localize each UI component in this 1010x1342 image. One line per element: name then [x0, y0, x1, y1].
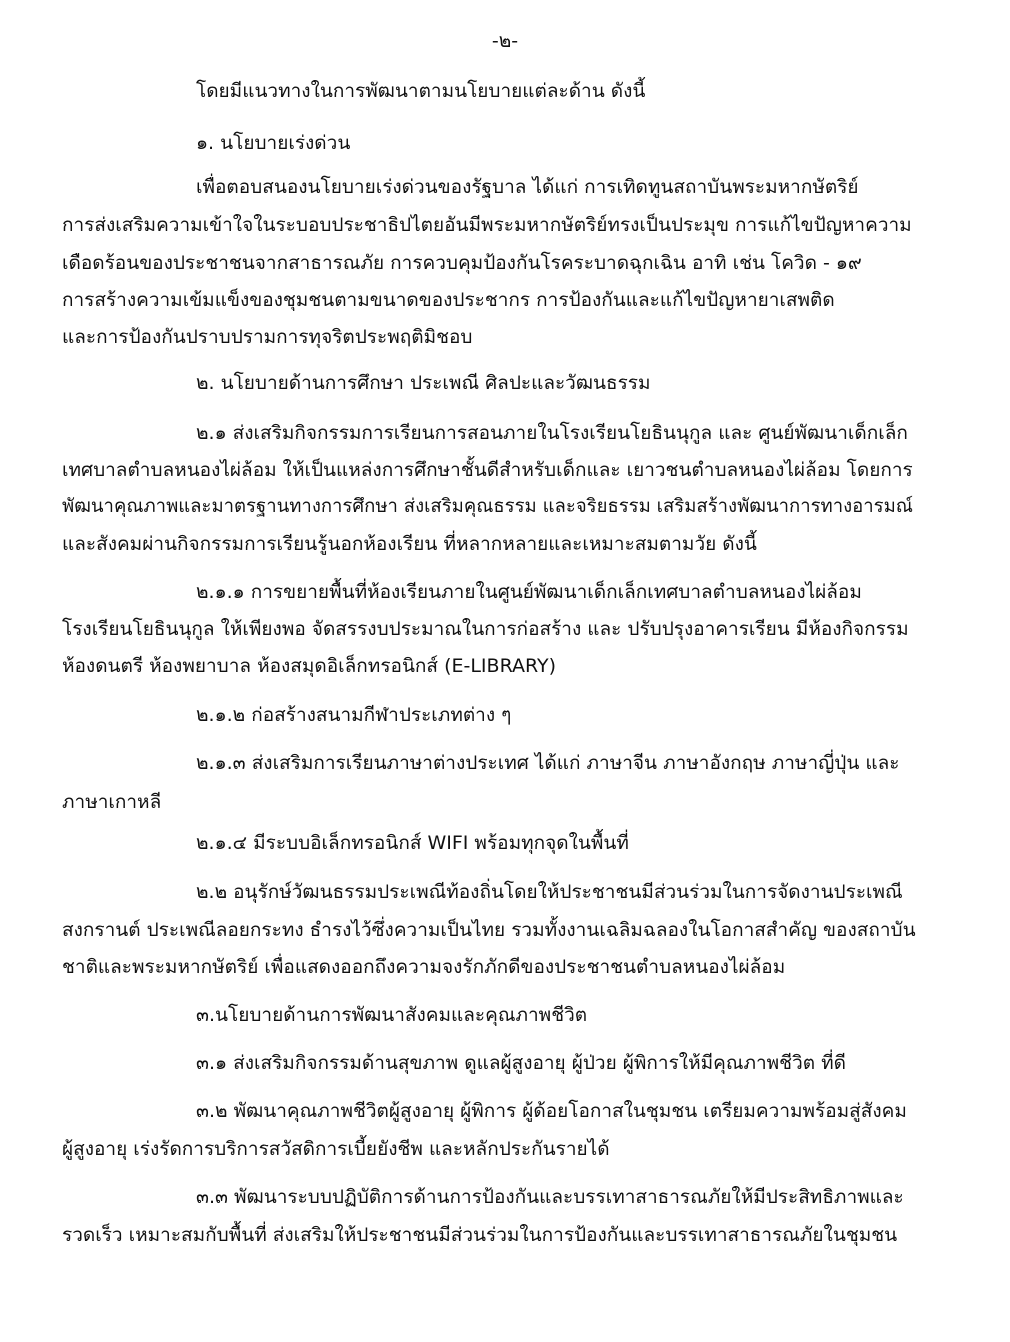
paragraph-line: และสังคมผ่านกิจกรรมการเรียนรู้นอกห้องเรียน ที่หลากหลายและเหมาะสมตามวัย ดังนี้ [62, 533, 757, 555]
paragraph-line: ผู้สูงอายุ เร่งรัดการบริการสวัสดิการเบี้ยยังชีพ และหลักประกันรายได้ [62, 1138, 610, 1160]
paragraph-line: ๒.๑.๒ ก่อสร้างสนามกีฬาประเภทต่าง ๆ [196, 704, 512, 726]
paragraph-line: พัฒนาคุณภาพและมาตรฐานทางการศึกษา ส่งเสริมคุณธรรม และจริยธรรม เสริมสร้างพัฒนาการทางอารมณ์ [62, 496, 913, 517]
paragraph-line: ภาษาเกาหลี [62, 791, 162, 813]
paragraph-line: ห้องดนตรี ห้องพยาบาล ห้องสมุดอิเล็กทรอนิกส์ (E-LIBRARY) [62, 655, 556, 677]
paragraph-line: เทศบาลตำบลหนองไผ่ล้อม ให้เป็นแหล่งการศึกษาชั้นดีสำหรับเด็กและ เยาวชนตำบลหนองไผ่ล้อม โดยการ [62, 459, 913, 481]
paragraph-line: และการป้องกันปราบปรามการทุจริตประพฤติมิชอบ [62, 326, 473, 348]
paragraph-line: ชาติและพระมหากษัตริย์ เพื่อแสดงออกถึงความจงรักภักดีของประชาชนตำบลหนองไผ่ล้อม [62, 956, 786, 978]
paragraph-line: ๓.๒ พัฒนาคุณภาพชีวิตผู้สูงอายุ ผู้พิการ ผู้ด้อยโอกาสในชุมชน เตรียมความพร้อมสู่สังคม [196, 1100, 907, 1122]
section-heading-1: ๑. นโยบายเร่งด่วน [196, 132, 351, 154]
paragraph-line: เพื่อตอบสนองนโยบายเร่งด่วนของรัฐบาล ได้แก่ การเทิดทูนสถาบันพระมหากษัตริย์ [196, 176, 859, 198]
page-number: -๒- [491, 30, 519, 52]
paragraph-line: การส่งเสริมความเข้าใจในระบอบประชาธิปไตยอันมีพระมหากษัตริย์ทรงเป็นประมุข การแก้ไขปัญหาความ [62, 214, 912, 236]
paragraph-line: เดือดร้อนของประชาชนจากสาธารณภัย การควบคุมป้องกันโรคระบาดฉุกเฉิน อาทิ เช่น โควิด - ๑๙ [62, 252, 862, 274]
paragraph-line: ๒.๑ ส่งเสริมกิจกรรมการเรียนการสอนภายในโรงเรียนโยธินนุกูล และ ศูนย์พัฒนาเด็กเล็ก [196, 422, 908, 444]
paragraph-line: ๒.๑.๑ การขยายพื้นที่ห้องเรียนภายในศูนย์พัฒนาเด็กเล็กเทศบาลตำบลหนองไผ่ล้อม [196, 581, 862, 603]
paragraph-line: โรงเรียนโยธินนุกูล ให้เพียงพอ จัดสรรงบประมาณในการก่อสร้าง และ ปรับปรุงอาคารเรียน มีห้องกิจกรรม [62, 618, 909, 640]
paragraph-line: ๒.๑.๓ ส่งเสริมการเรียนภาษาต่างประเทศ ได้แก่ ภาษาจีน ภาษาอังกฤษ ภาษาญี่ปุ่น และ [196, 752, 900, 774]
intro-line: โดยมีแนวทางในการพัฒนาตามนโยบายแต่ละด้าน ดังนี้ [196, 80, 646, 102]
paragraph-line: รวดเร็ว เหมาะสมกับพื้นที่ ส่งเสริมให้ประชาชนมีส่วนร่วมในการป้องกันและบรรเทาสาธารณภัยในชุมชน [62, 1224, 898, 1246]
paragraph-line: ๒.๑.๔ มีระบบอิเล็กทรอนิกส์ WIFI พร้อมทุกจุดในพื้นที่ [196, 832, 629, 854]
paragraph-line: สงกรานต์ ประเพณีลอยกระทง ธำรงไว้ซึ่งความเป็นไทย รวมทั้งงานเฉลิมฉลองในโอกาสสำคัญ ของสถาบัน [62, 919, 916, 941]
paragraph-line: ๒.๒ อนุรักษ์วัฒนธรรมประเพณีท้องถิ่นโดยให้ประชาชนมีส่วนร่วมในการจัดงานประเพณี [196, 881, 903, 903]
paragraph-line: การสร้างความเข้มแข็งของชุมชนตามขนาดของประชากร การป้องกันและแก้ไขปัญหายาเสพติด [62, 289, 835, 311]
paragraph-line: ๓.๓ พัฒนาระบบปฏิบัติการด้านการป้องกันและบรรเทาสาธารณภัยให้มีประสิทธิภาพและ [196, 1186, 904, 1208]
section-heading-3: ๓.นโยบายด้านการพัฒนาสังคมและคุณภาพชีวิต [196, 1004, 588, 1026]
section-heading-2: ๒. นโยบายด้านการศึกษา ประเพณี ศิลปะและวัฒนธรรม [196, 372, 651, 394]
paragraph-line: ๓.๑ ส่งเสริมกิจกรรมด้านสุขภาพ ดูแลผู้สูงอายุ ผู้ป่วย ผู้พิการให้มีคุณภาพชีวิต ที่ดี [196, 1052, 846, 1074]
